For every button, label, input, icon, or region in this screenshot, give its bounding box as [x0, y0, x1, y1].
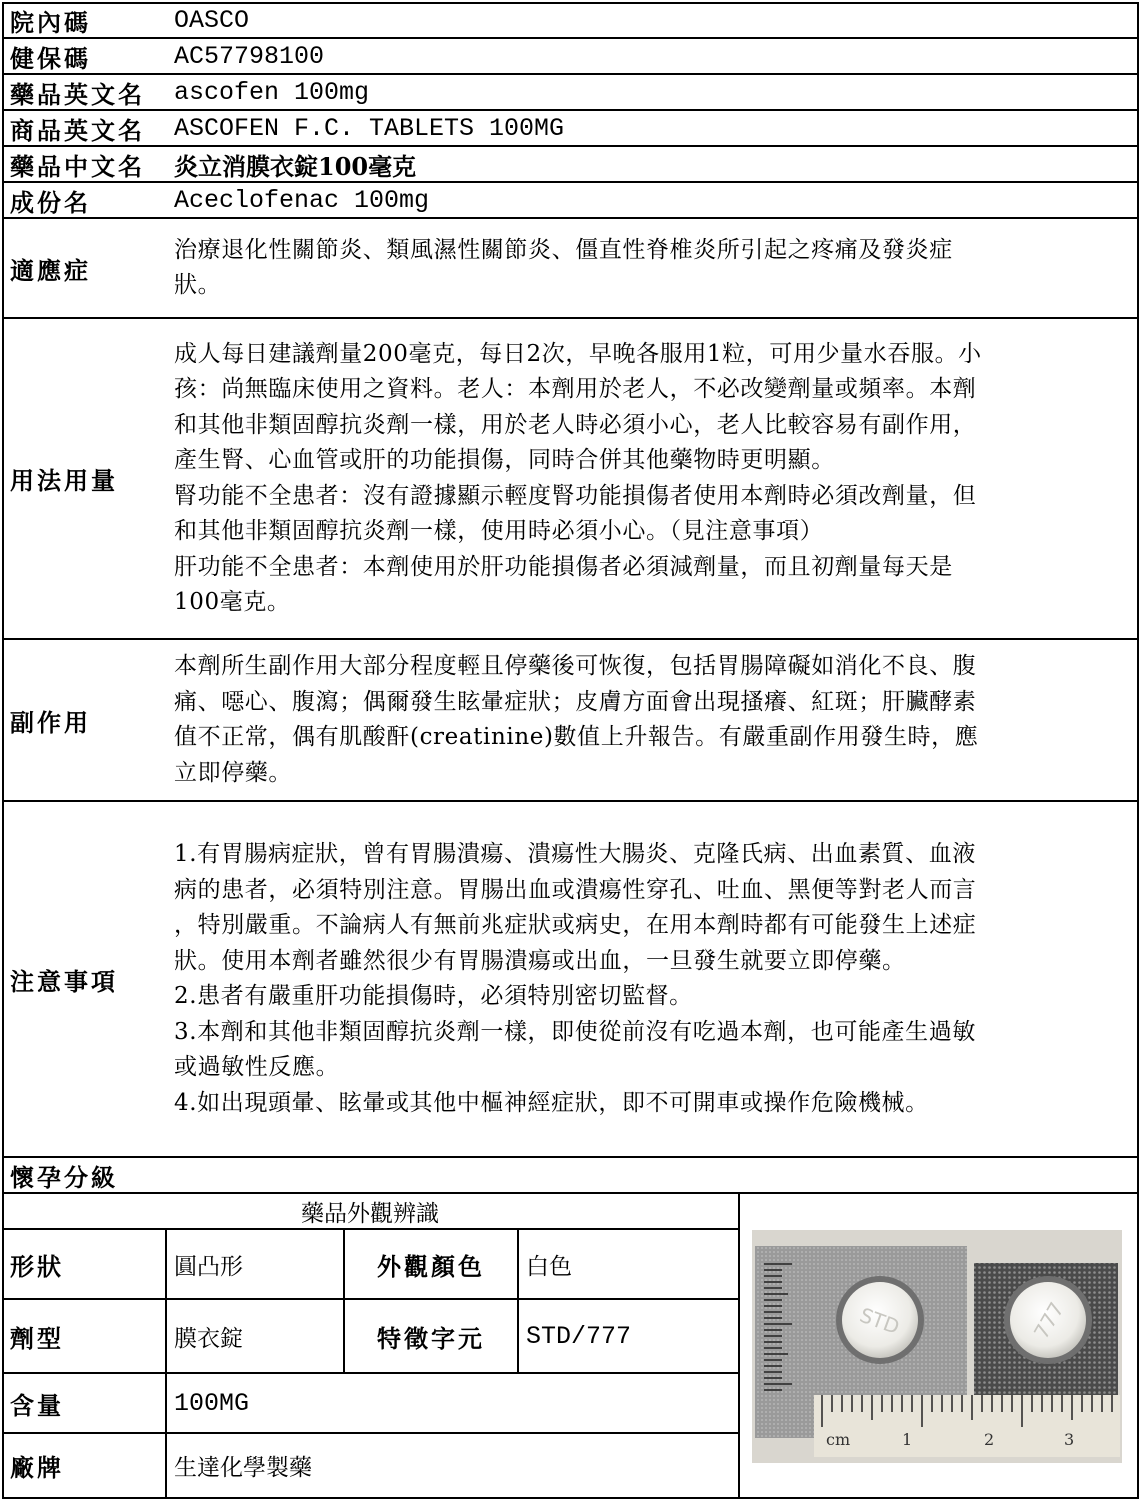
strength-label: 含量: [10, 1390, 64, 1420]
side-effects-line: 值不正常，偶有肌酸酐(creatinine)數值上升報告。有嚴重副作用發生時，應: [174, 724, 979, 750]
appearance-header: 藥品外觀辨識: [301, 1200, 439, 1227]
side-effects-line: 痛、噁心、腹瀉；偶爾發生眩暈症狀；皮膚方面會出現搔癢、紅斑；肝臟酵素: [174, 688, 977, 715]
ruler-tick-label: 1: [902, 1430, 913, 1449]
side-effects-label: 副作用: [10, 707, 91, 737]
indication-text: [167, 217, 1137, 319]
dosage-form-label: 劑型: [10, 1323, 64, 1353]
side-effects-line: 立即停藥。: [174, 759, 292, 786]
precautions-line: 或過敏性反應。: [174, 1054, 340, 1080]
side-effects-text: [167, 638, 1137, 802]
precautions-line: 病的患者，必須特別注意。胃腸出血或潰瘍性穿孔、吐血、黑便等對老人而言: [174, 876, 977, 903]
precautions-line: 3.本劑和其他非類固醇抗炎劑一樣，即使從前沒有吃過本劑，也可能產生過敏: [174, 1018, 976, 1045]
ruler-tick-label: 3: [1064, 1430, 1075, 1449]
product-en-name-label: 商品英文名: [10, 115, 145, 145]
pregnancy-value: [167, 1156, 1137, 1194]
dosage-text: [167, 317, 1137, 640]
drug-en-name-label: 藥品英文名: [10, 79, 145, 109]
precautions-line: ，特別嚴重。不論病人有無前兆症狀或病史，在用本劑時都有可能發生上述症: [174, 912, 977, 938]
nhi-code-value: AC57798100: [174, 41, 325, 71]
dosage-label: 用法用量: [10, 466, 118, 495]
dosage-line: 孩：尚無臨床使用之資料。老人：本劑用於老人，不必改變劑量或頻率。本劑: [174, 376, 977, 402]
product-en-name-value: ASCOFEN F.C. TABLETS 100MG: [174, 113, 565, 143]
strength-value: 100MG: [174, 1388, 250, 1418]
side-effects-line: 本劑所生副作用大部分程度輕且停藥後可恢復，包括胃腸障礙如消化不良、腹: [174, 653, 977, 679]
ruler-horizontal: [814, 1395, 1120, 1457]
tablet-front-text: STD: [856, 1302, 903, 1340]
dosage-line: 肝功能不全患者：本劑使用於肝功能損傷者必須減劑量，而且初劑量每天是: [174, 553, 953, 580]
dosage-line: 和其他非類固醇抗炎劑一樣，用於老人時必須小心，老人比較容易有副作用，: [174, 411, 977, 438]
drug-en-name-value: ascofen 100mg: [174, 77, 370, 107]
ingredient-label: 成份名: [10, 187, 91, 217]
dosage-line: 和其他非類固醇抗炎劑一樣，使用時必須小心。（見注意事項）: [174, 518, 824, 544]
tablet-back-text: 777: [1028, 1297, 1069, 1344]
tablet-back: [1004, 1276, 1092, 1364]
tablet-front: [836, 1276, 924, 1364]
pregnancy-label: 懷孕分級: [10, 1162, 118, 1192]
indication-label: 適應症: [10, 255, 91, 285]
nhi-code-label: 健保碼: [10, 43, 91, 73]
manufacturer-value: 生達化學製藥: [174, 1455, 312, 1481]
indication-line: 狀。: [174, 272, 222, 298]
tablet-photo: [752, 1230, 1122, 1463]
tablet-photo-illustration: [752, 1230, 1122, 1463]
indication-line: 治療退化性關節炎、類風濕性關節炎、僵直性脊椎炎所引起之疼痛及發炎症: [174, 236, 953, 263]
marking-label: 特徵字元: [377, 1323, 485, 1353]
color-value: 白色: [526, 1253, 572, 1280]
ingredient-value: Aceclofenac 100mg: [174, 185, 430, 215]
ruler-tick-label: 2: [984, 1430, 995, 1449]
precautions-label: 注意事項: [10, 966, 118, 996]
manufacturer-label: 廠牌: [10, 1453, 64, 1482]
dosage-line: 100毫克。: [174, 589, 291, 615]
dosage-form-value: 膜衣錠: [174, 1325, 243, 1352]
dosage-line: 產生腎、心血管或肝的功能損傷，同時合併其他藥物時更明顯。: [174, 447, 835, 473]
drug-zh-name-label: 藥品中文名: [10, 151, 145, 181]
precautions-line: 2.患者有嚴重肝功能損傷時，必須特別密切監督。: [174, 983, 693, 1009]
precautions-line: 1.有胃腸病症狀，曾有胃腸潰瘍、潰瘍性大腸炎、克隆氏病、出血素質、血液: [174, 841, 976, 867]
hospital-code-value: OASCO: [174, 6, 250, 35]
hospital-code-label: 院內碼: [10, 8, 91, 37]
shape-label: 形狀: [10, 1251, 64, 1281]
drug-zh-name-value: 炎立消膜衣錠100毫克: [174, 151, 417, 181]
ruler-unit: cm: [826, 1430, 851, 1449]
precautions-line: 4.如出現頭暈、眩暈或其他中樞神經症狀，即不可開車或操作危險機械。: [174, 1089, 929, 1116]
color-label: 外觀顏色: [377, 1251, 485, 1281]
dosage-line: 成人每日建議劑量200毫克，每日2次，早晚各服用1粒，可用少量水吞服。小: [174, 340, 982, 367]
precautions-line: 狀。使用本劑者雖然很少有胃腸潰瘍或出血，一旦發生就要立即停藥。: [174, 947, 906, 974]
shape-value: 圓凸形: [174, 1253, 243, 1280]
dosage-line: 腎功能不全患者：沒有證據顯示輕度腎功能損傷者使用本劑時必須改劑量，但: [174, 482, 977, 509]
precautions-text: [167, 800, 1137, 1158]
marking-value: STD/777: [526, 1321, 632, 1351]
